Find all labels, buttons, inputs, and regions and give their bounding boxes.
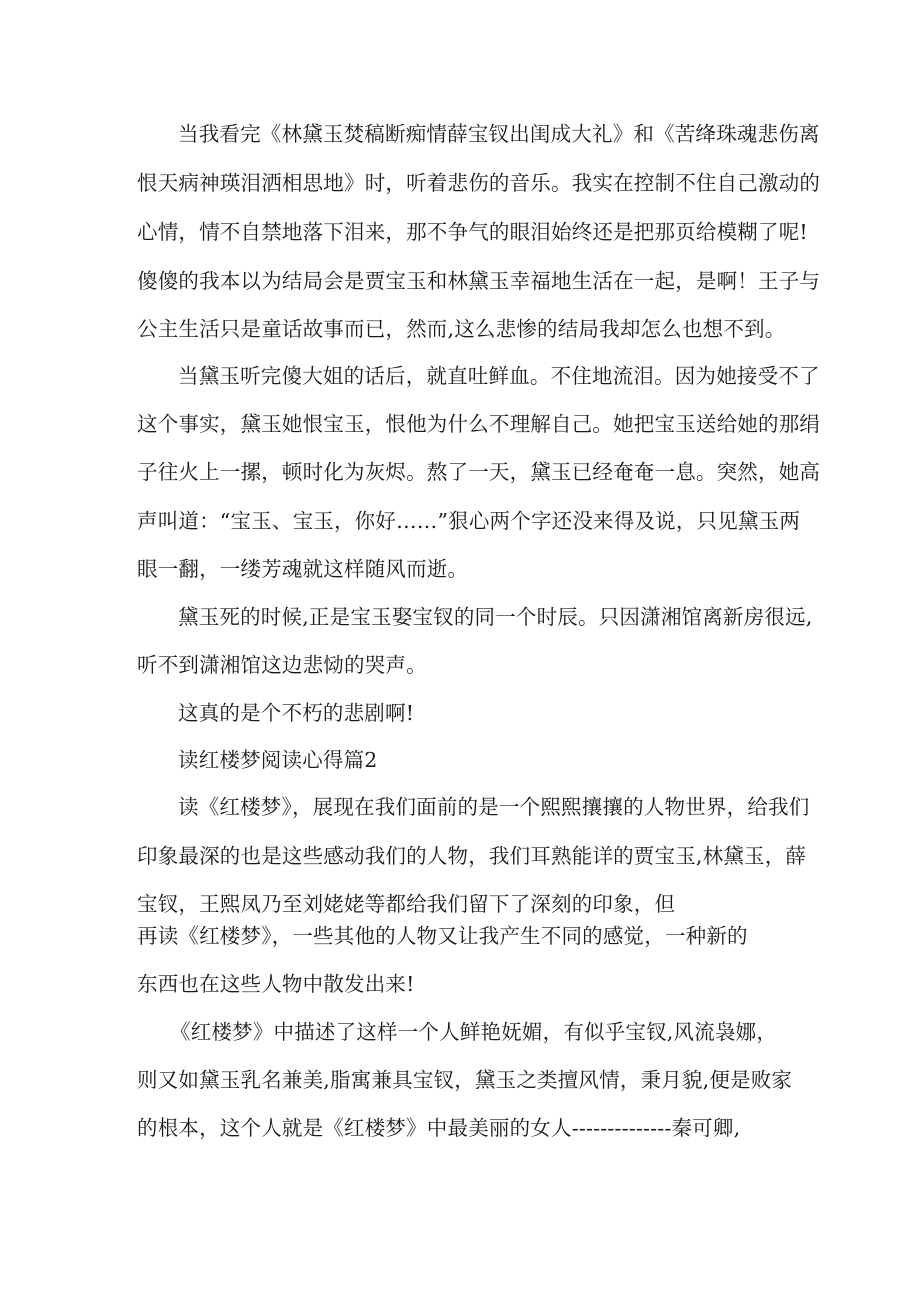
paragraph-line: 听不到潇湘馆这边悲恸的哭声。: [137, 653, 427, 677]
paragraph-line: 恨天病神瑛泪洒相思地》时，听着悲伤的音乐。我实在控制不住自己激动的: [137, 171, 821, 195]
paragraph-line: 印象最深的也是这些感动我们的人物，我们耳熟能详的贾宝玉,林黛玉，薛: [137, 844, 807, 868]
paragraph-line: 当黛玉听完傻大姐的话后，就直吐鲜血。不住地流泪。因为她接受不了: [178, 364, 820, 388]
paragraph-line: 这真的是个不朽的悲剧啊!: [178, 701, 415, 725]
paragraph-line: 东西也在这些人物中散发出来!: [137, 972, 415, 996]
paragraph-line: 声叫道：“宝玉、宝玉，你好……”狠心两个字还没来得及说，只见黛玉两: [137, 509, 801, 533]
paragraph-line: 黛玉死的时候,正是宝玉娶宝钗的同一个时辰。只因潇湘馆离新房很远,: [178, 605, 813, 629]
paragraph-line: 读《红楼梦》，展现在我们面前的是一个熙熙攘攘的人物世界，给我们: [178, 795, 810, 819]
paragraph-line: 子往火上一摞，顿时化为灰烬。熬了一天，黛玉已经奄奄一息。突然，她高: [137, 460, 821, 484]
paragraph-line: 的根本，这个人就是《红楼梦》中最美丽的女人--------------秦可卿,: [137, 1116, 741, 1140]
paragraph-line: 则又如黛玉乳名兼美,脂寓兼具宝钗，黛玉之类擅风情，秉月貌,便是败家: [137, 1068, 793, 1092]
paragraph-line: 眼一翻，一缕芳魂就这样随风而逝。: [137, 557, 469, 581]
paragraph-line: 傻傻的我本以为结局会是贾宝玉和林黛玉幸福地生活在一起，是啊！王子与: [137, 269, 821, 293]
paragraph-line: 《红楼梦》中描述了这样一个人鲜艳妩媚，有似乎宝钗,风流袅娜，: [170, 1020, 778, 1044]
paragraph-line: 心情，情不自禁地落下泪来，那不争气的眼泪始终还是把那页给模糊了呢!: [137, 220, 808, 244]
paragraph-line: 宝钗，王熙凤乃至刘姥姥等都给我们留下了深刻的印象，但: [137, 892, 676, 916]
paragraph-line: 这个事实，黛玉她恨宝玉，恨他为什么不理解自己。她把宝玉送给她的那绢: [137, 412, 821, 436]
paragraph-line: 再读《红楼梦》，一些其他的人物又让我产生不同的感觉，一种新的: [137, 924, 748, 948]
paragraph-line: 当我看完《林黛玉焚稿断痴情薛宝钗出闺成大礼》和《苦绛珠魂悲伤离: [178, 122, 820, 146]
section-heading: 读红楼梦阅读心得篇2: [178, 748, 378, 772]
paragraph-line: 公主生活只是童话故事而已，然而,这么悲惨的结局我却怎么也想不到。: [137, 317, 786, 341]
